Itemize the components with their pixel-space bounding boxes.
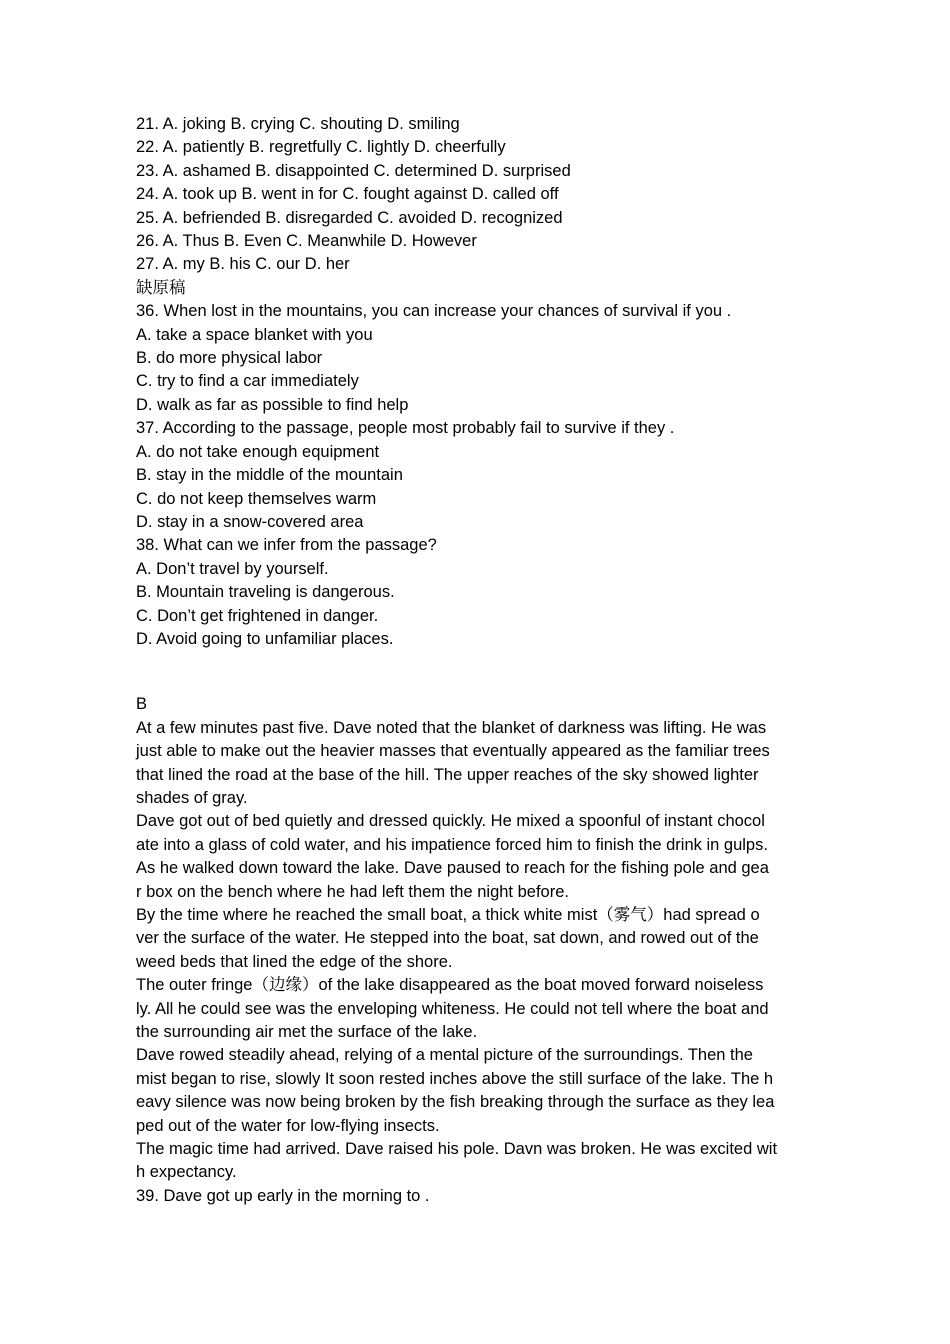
question-37-option-d: D. stay in a snow-covered area <box>136 512 364 531</box>
question-37-option-a: A. do not take enough equipment <box>136 442 380 461</box>
passage-line: The outer fringe（边缘）of the lake disappeared as the boat moved forward noiseless <box>136 976 764 995</box>
passage-b <box>136 717 816 1209</box>
question-37-option-c: C. do not keep themselves warm <box>136 489 377 508</box>
passage-line: eavy silence was now being broken by the fish breaking through the surface as they lea <box>136 1093 775 1112</box>
cloze-options-list <box>136 113 816 277</box>
question-36: 36. When lost in the mountains, you can increase your chances of survival if you . <box>136 302 732 321</box>
passage-line: that lined the road at the base of the hill. The upper reaches of the sky showed lighter <box>136 765 759 784</box>
passage-line: shades of gray. <box>136 788 248 807</box>
question-36-option-c: C. try to find a car immediately <box>136 372 359 391</box>
passage-line: At a few minutes past five. Dave noted that the blanket of darkness was lifting. He was <box>136 718 767 737</box>
question-38-option-c: C. Don’t get frightened in danger. <box>136 606 379 625</box>
cloze-option-22: 22. A. patiently B. regretfully C. lightly D. cheerfully <box>136 138 506 157</box>
section-b-heading: B <box>136 695 148 714</box>
passage-line: ver the surface of the water. He stepped into the boat, sat down, and rowed out of the <box>136 929 759 948</box>
question-36-option-d: D. walk as far as possible to find help <box>136 395 409 414</box>
question-38-option-a: A. Don’t travel by yourself. <box>136 559 329 578</box>
cloze-option-24: 24. A. took up B. went in for C. fought against D. called off <box>136 185 559 204</box>
passage-line: The magic time had arrived. Dave raised his pole. Davn was broken. He was excited wit <box>136 1140 778 1159</box>
question-38-option-b: B. Mountain traveling is dangerous. <box>136 583 395 602</box>
passage-line: ped out of the water for low-flying insects. <box>136 1116 440 1135</box>
document-page <box>136 113 816 1208</box>
cloze-option-27: 27. A. my B. his C. our D. her <box>136 255 350 274</box>
passage-line: By the time where he reached the small boat, a thick white mist（雾气）had spread o <box>136 906 760 924</box>
question-37-option-b: B. stay in the middle of the mountain <box>136 466 403 485</box>
cloze-option-21: 21. A. joking B. crying C. shouting D. smiling <box>136 115 460 133</box>
cloze-option-23: 23. A. ashamed B. disappointed C. determined D. surprised <box>136 161 571 180</box>
passage-line: h expectancy. <box>136 1163 237 1182</box>
question-36-option-a: A. take a space blanket with you <box>136 325 373 344</box>
passage-line: r box on the bench where he had left them the night before. <box>136 882 569 901</box>
passage-line: ate into a glass of cold water, and his impatience forced him to finish the drink in gulps. <box>136 835 768 854</box>
cloze-option-26: 26. A. Thus B. Even C. Meanwhile D. However <box>136 232 477 251</box>
passage-line: Dave rowed steadily ahead, relying of a mental picture of the surroundings. Then the <box>136 1046 753 1065</box>
reading-a-questions <box>136 300 816 651</box>
missing-manuscript-note: 缺原稿 <box>136 278 186 297</box>
question-38-option-d: D. Avoid going to unfamiliar places. <box>136 629 394 648</box>
passage-line: just able to make out the heavier masses that eventually appeared as the familiar trees <box>136 742 770 761</box>
passage-line: mist began to rise, slowly It soon rested inches above the still surface of the lake. The h <box>136 1069 774 1088</box>
section-gap <box>136 651 816 693</box>
passage-line: weed beds that lined the edge of the shore. <box>136 952 453 971</box>
question-39: 39. Dave got up early in the morning to . <box>136 1186 430 1205</box>
passage-line: ly. All he could see was the enveloping whiteness. He could not tell where the boat and <box>136 999 769 1018</box>
question-38: 38. What can we infer from the passage? <box>136 536 437 555</box>
passage-line: Dave got out of bed quietly and dressed quickly. He mixed a spoonful of instant chocol <box>136 812 765 831</box>
question-37: 37. According to the passage, people most probably fail to survive if they . <box>136 419 675 438</box>
passage-line: As he walked down toward the lake. Dave paused to reach for the fishing pole and gea <box>136 859 769 878</box>
question-36-option-b: B. do more physical labor <box>136 349 323 368</box>
cloze-option-25: 25. A. befriended B. disregarded C. avoided D. recognized <box>136 208 563 227</box>
passage-line: the surrounding air met the surface of the lake. <box>136 1023 478 1042</box>
